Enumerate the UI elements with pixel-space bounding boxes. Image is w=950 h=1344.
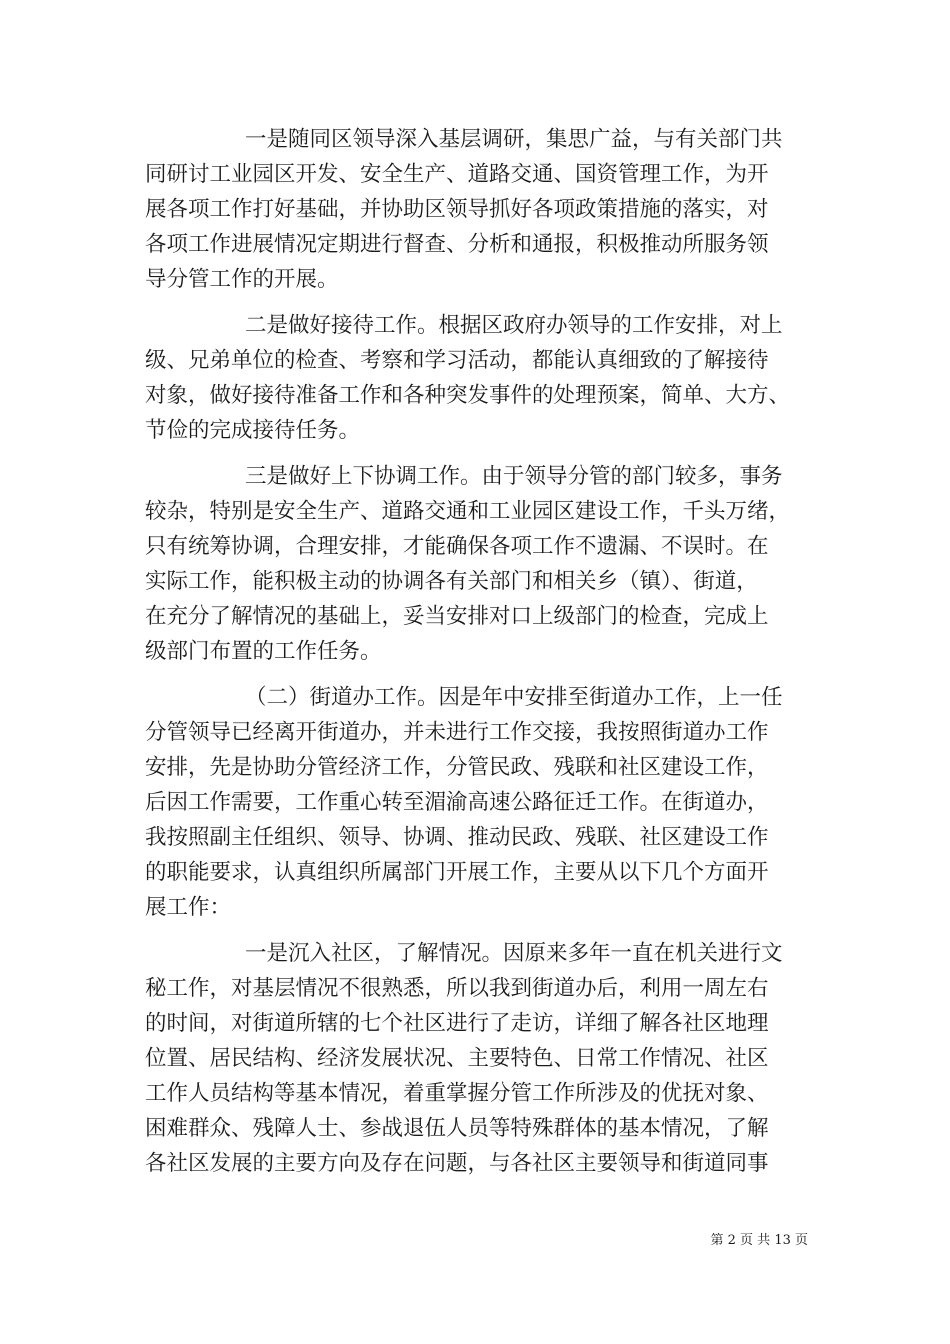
text-line: 展工作： [145,895,232,920]
text-line: （二）街道办工作。因是年中安排至街道办工作，上一任 [245,685,783,710]
text-line: 一是沉入社区，了解情况。因原来多年一直在机关进行文 [245,941,783,966]
text-line: 的职能要求，认真组织所属部门开展工作，主要从以下几个方面开 [145,860,769,885]
text-line: 后因工作需要，工作重心转至湄渝高速公路征迁工作。在街道办， [145,790,769,815]
text-line: 位置、居民结构、经济发展状况、主要特色、日常工作情况、社区 [145,1046,769,1071]
text-line: 同研讨工业园区开发、安全生产、道路交通、国资管理工作，为开 [145,162,769,187]
text-line: 各项工作进展情况定期进行督查、分析和通报，积极推动所服务领 [145,232,769,257]
text-line: 安排，先是协助分管经济工作，分管民政、残联和社区建设工作， [145,755,769,780]
text-line: 对象，做好接待准备工作和各种突发事件的处理预案，简单、大方、 [145,383,791,408]
text-line: 展各项工作打好基础，并协助区领导抓好各项政策措施的落实，对 [145,197,769,222]
text-line: 的时间，对街道所辖的七个社区进行了走访，详细了解各社区地理 [145,1011,769,1036]
text-line: 我按照副主任组织、领导、协调、推动民政、残联、社区建设工作 [145,825,769,850]
text-line: 实际工作，能积极主动的协调各有关部门和相关乡（镇）、街道， [145,569,758,594]
text-line: 三是做好上下协调工作。由于领导分管的部门较多，事务 [245,464,783,489]
text-line: 二是做好接待工作。根据区政府办领导的工作安排，对上 [245,313,783,338]
text-line: 分管领导已经离开街道办，并未进行工作交接，我按照街道办工作 [145,720,769,745]
text-line: 工作人员结构等基本情况，着重掌握分管工作所涉及的优抚对象、 [145,1081,769,1106]
text-line: 级、兄弟单位的检查、考察和学习活动，都能认真细致的了解接待 [145,348,769,373]
text-line: 只有统筹协调，合理安排，才能确保各项工作不遗漏、不误时。在 [145,534,769,559]
text-line: 级部门布置的工作任务。 [145,639,382,664]
text-line: 在充分了解情况的基础上，妥当安排对口上级部门的检查，完成上 [145,604,769,629]
text-line: 一是随同区领导深入基层调研，集思广益，与有关部门共 [245,127,783,152]
text-line: 节俭的完成接待任务。 [145,418,361,443]
text-line: 困难群众、残障人士、参战退伍人员等特殊群体的基本情况，了解 [145,1116,769,1141]
text-line: 导分管工作的开展。 [145,267,339,292]
page-number-footer: 第 2 页 共 13 页 [710,1233,808,1248]
text-line: 秘工作，对基层情况不很熟悉，所以我到街道办后，利用一周左右 [145,976,769,1001]
text-line: 各社区发展的主要方向及存在问题，与各社区主要领导和街道同事 [145,1151,769,1176]
text-line: 较杂，特别是安全生产、道路交通和工业园区建设工作，千头万绪， [145,499,791,524]
